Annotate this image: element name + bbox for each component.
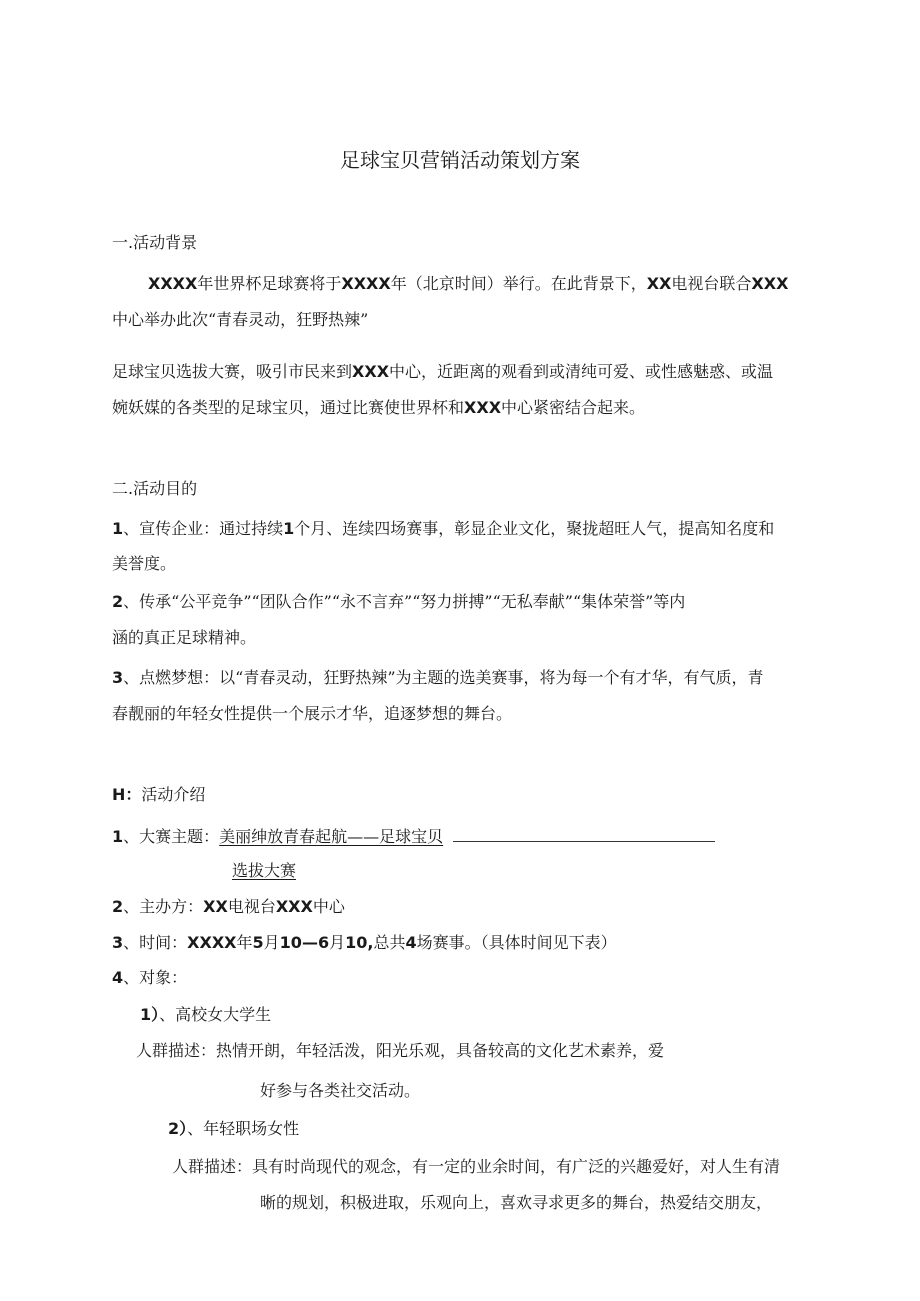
year-placeholder: XXXX xyxy=(148,274,198,293)
target-2-desc-line-1: 人群描述：具有时尚现代的观念，有一定的业余时间，有广泛的兴趣爱好，对人生有清 xyxy=(172,1157,781,1176)
contest-theme: 美丽绅放青春起航——足球宝贝 xyxy=(219,827,444,846)
s1-paragraph-1-line-1: XXXX年世界杯足球赛将于XXXX年（北京时间）举行。在此背景下，XX电视台联合XXX xyxy=(148,274,789,293)
s3-item-3: 3、时间：XXXX年5月10—6月10,总共4场赛事。（具体时间见下表） xyxy=(112,933,617,952)
section-3-heading: H：活动介绍 xyxy=(112,785,206,804)
target-2-desc-line-2: 晰的规划，积极进取，乐观向上，喜欢寻求更多的舞台，热爱结交朋友， xyxy=(260,1193,773,1212)
target-2-label: 2）、年轻职场女性 xyxy=(168,1119,300,1138)
target-1-desc-line-2: 好参与各类社交活动。 xyxy=(260,1081,421,1100)
s3-item-1-line-1: 1、大赛主题：美丽绅放青春起航——足球宝贝 xyxy=(112,825,715,848)
section-2-heading: 二.活动目的 xyxy=(112,479,198,498)
s2-item-3-line-2: 春靓丽的年轻女性提供一个展示才华，追逐梦想的舞台。 xyxy=(112,704,513,723)
s2-item-2-line-2: 涵的真正足球精神。 xyxy=(112,628,257,647)
s2-item-1-line-2: 美誉度。 xyxy=(112,554,177,573)
theme-underline-blank xyxy=(453,825,715,842)
document-title: 足球宝贝营销活动策划方案 xyxy=(340,148,580,172)
s3-item-2: 2、主办方：XX电视台XXX中心 xyxy=(112,897,345,916)
s2-item-3-line-1: 3、点燃梦想：以“青春灵动，狂野热辣”为主题的选美赛事，将为每一个有才华，有气质，青 xyxy=(112,668,764,687)
s2-item-2-line-1: 2、传承“公平竞争”“团队合作”“永不言弃”“努力拼搏”“无私奉献”“集体荣誉”等内 xyxy=(112,592,686,611)
target-1-desc-line-1: 人群描述：热情开朗，年轻活泼，阳光乐观，具备较高的文化艺术素养，爱 xyxy=(136,1041,665,1060)
s1-paragraph-1-line-2: 中心举办此次“青春灵动，狂野热辣” xyxy=(112,310,369,329)
s3-item-4: 4、对象： xyxy=(112,968,188,987)
target-1-label: 1）、高校女大学生 xyxy=(140,1005,272,1024)
s3-item-1-line-2: 选拔大赛 xyxy=(232,861,297,880)
s2-item-1-line-1: 1、宣传企业：通过持续1个月、连续四场赛事，彰显企业文化，聚拢超旺人气，提高知名度和 xyxy=(112,519,775,538)
s1-paragraph-2-line-1: 足球宝贝选拔大赛，吸引市民来到XXX中心，近距离的观看到或清纯可爱、或性感魅惑、或温 xyxy=(112,362,774,381)
section-1-heading: 一.活动背景 xyxy=(112,233,198,252)
s1-paragraph-2-line-2: 婉妖媒的各类型的足球宝贝，通过比赛使世界杯和XXX中心紧密结合起来。 xyxy=(112,398,646,417)
